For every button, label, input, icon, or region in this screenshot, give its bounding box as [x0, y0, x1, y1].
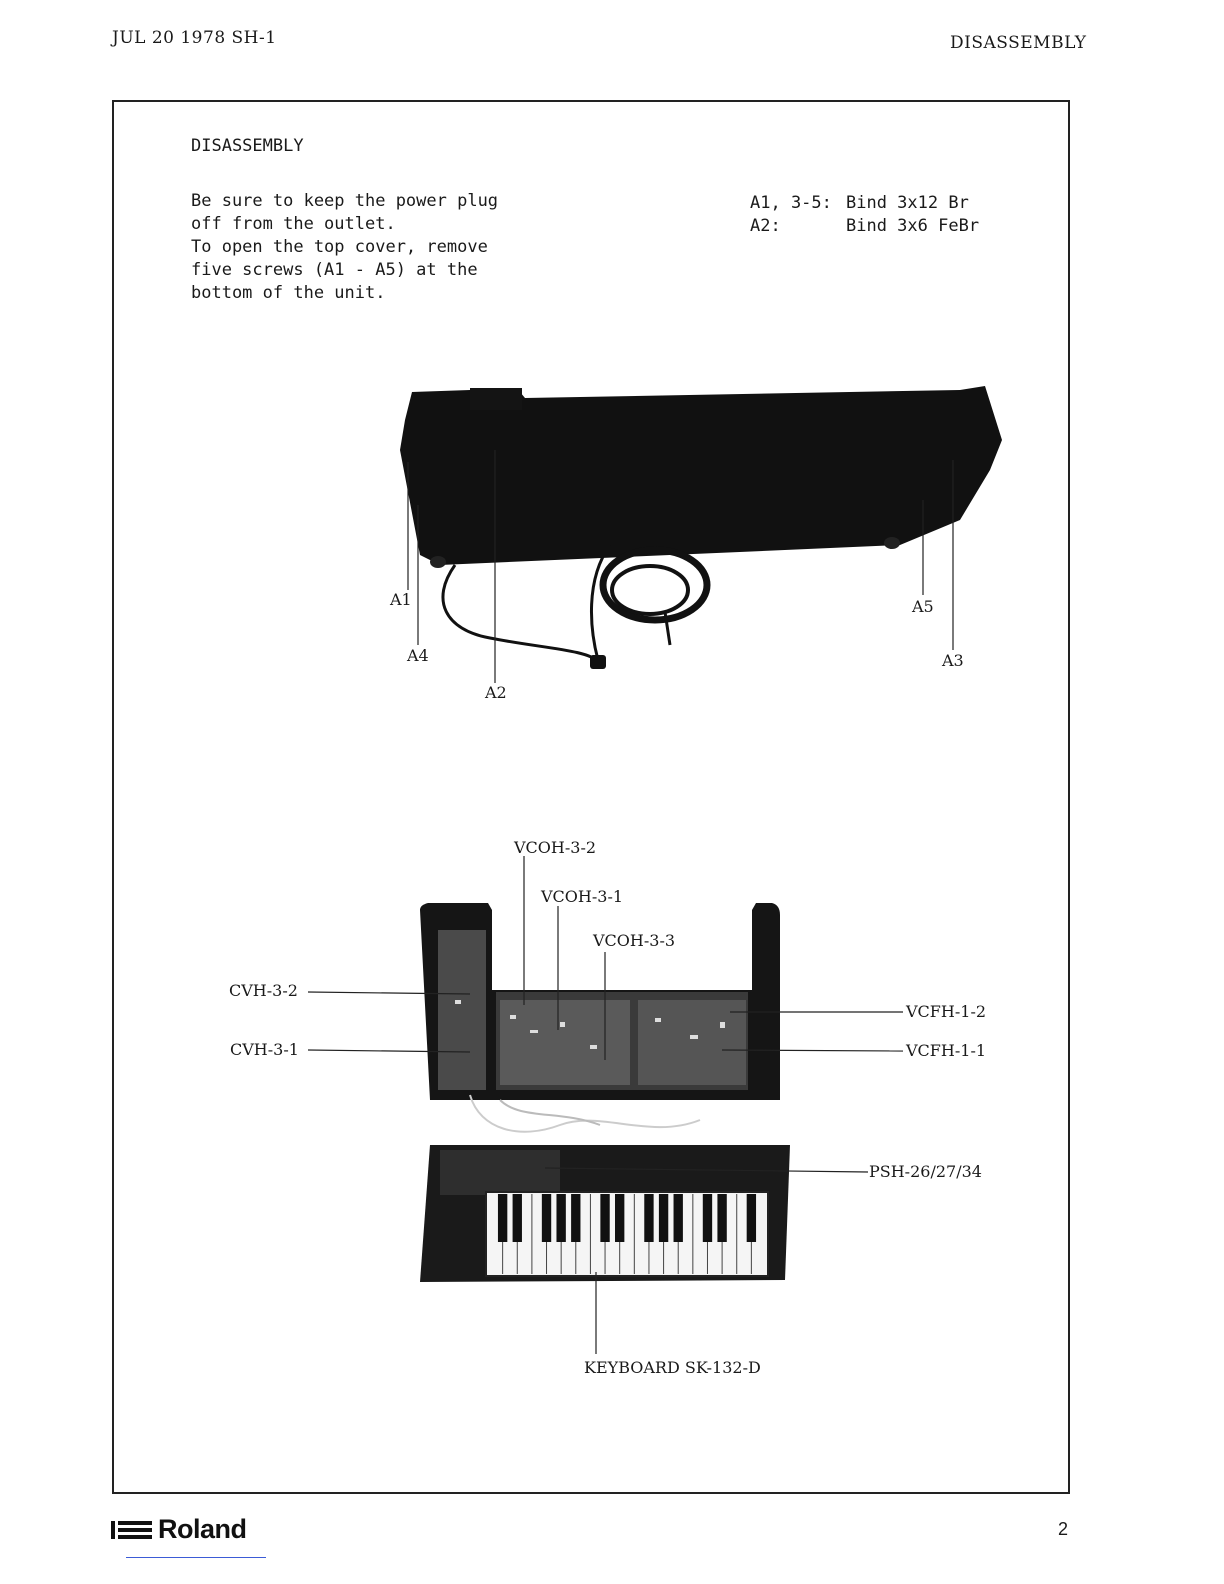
label-cvh-3-2: CVH-3-2 [229, 981, 298, 1000]
unit-bottom-photo [400, 386, 1002, 669]
instruction-line: Be sure to keep the power plug [191, 191, 499, 211]
roland-logo-icon [110, 1519, 154, 1541]
instruction-line: five screws (A1 - A5) at the [191, 260, 478, 280]
header-left: JUL 20 1978 SH-1 [112, 28, 277, 48]
label-vcoh-3-2: VCOH-3-2 [514, 838, 597, 857]
black-key [644, 1194, 653, 1242]
black-key [703, 1194, 712, 1242]
roland-logo-text: Roland [158, 1514, 247, 1544]
logo-underline [126, 1557, 266, 1558]
label-a4: A4 [407, 646, 429, 665]
page-number: 2 [1058, 1519, 1069, 1539]
roland-logo [110, 1514, 247, 1545]
label-vcoh-3-3: VCOH-3-3 [593, 931, 676, 950]
black-key [542, 1194, 551, 1242]
black-key [571, 1194, 580, 1242]
screw-key: A2: [750, 216, 781, 236]
header-right: DISASSEMBLY [950, 33, 1087, 53]
screw-value: Bind 3x6 FeBr [846, 216, 980, 236]
screw-value: Bind 3x12 Br [846, 193, 969, 213]
screw-key: A1, 3-5: [750, 193, 832, 213]
label-keyboard: KEYBOARD SK-132-D [584, 1358, 761, 1377]
figure-bottom-view [0, 0, 1224, 760]
label-a2: A2 [485, 683, 507, 702]
black-key [659, 1194, 668, 1242]
black-key [717, 1194, 726, 1242]
figure-open-view [0, 760, 1224, 1400]
black-key [600, 1194, 609, 1242]
black-key [513, 1194, 522, 1242]
label-a5: A5 [912, 597, 934, 616]
instruction-line: bottom of the unit. [191, 283, 386, 303]
black-key [674, 1194, 683, 1242]
label-psh: PSH-26/27/34 [869, 1162, 982, 1181]
label-vcfh-1-2: VCFH-1-2 [906, 1002, 987, 1021]
instruction-line: off from the outlet. [191, 214, 396, 234]
instruction-line: To open the top cover, remove [191, 237, 488, 257]
black-key [556, 1194, 565, 1242]
black-key [498, 1194, 507, 1242]
label-a1: A1 [390, 590, 412, 609]
black-key [747, 1194, 756, 1242]
section-title: DISASSEMBLY [191, 136, 304, 156]
label-a3: A3 [942, 651, 964, 670]
label-cvh-3-1: CVH-3-1 [230, 1040, 299, 1059]
label-vcfh-1-1: VCFH-1-1 [906, 1041, 987, 1060]
black-key [615, 1194, 624, 1242]
label-vcoh-3-1: VCOH-3-1 [541, 887, 624, 906]
